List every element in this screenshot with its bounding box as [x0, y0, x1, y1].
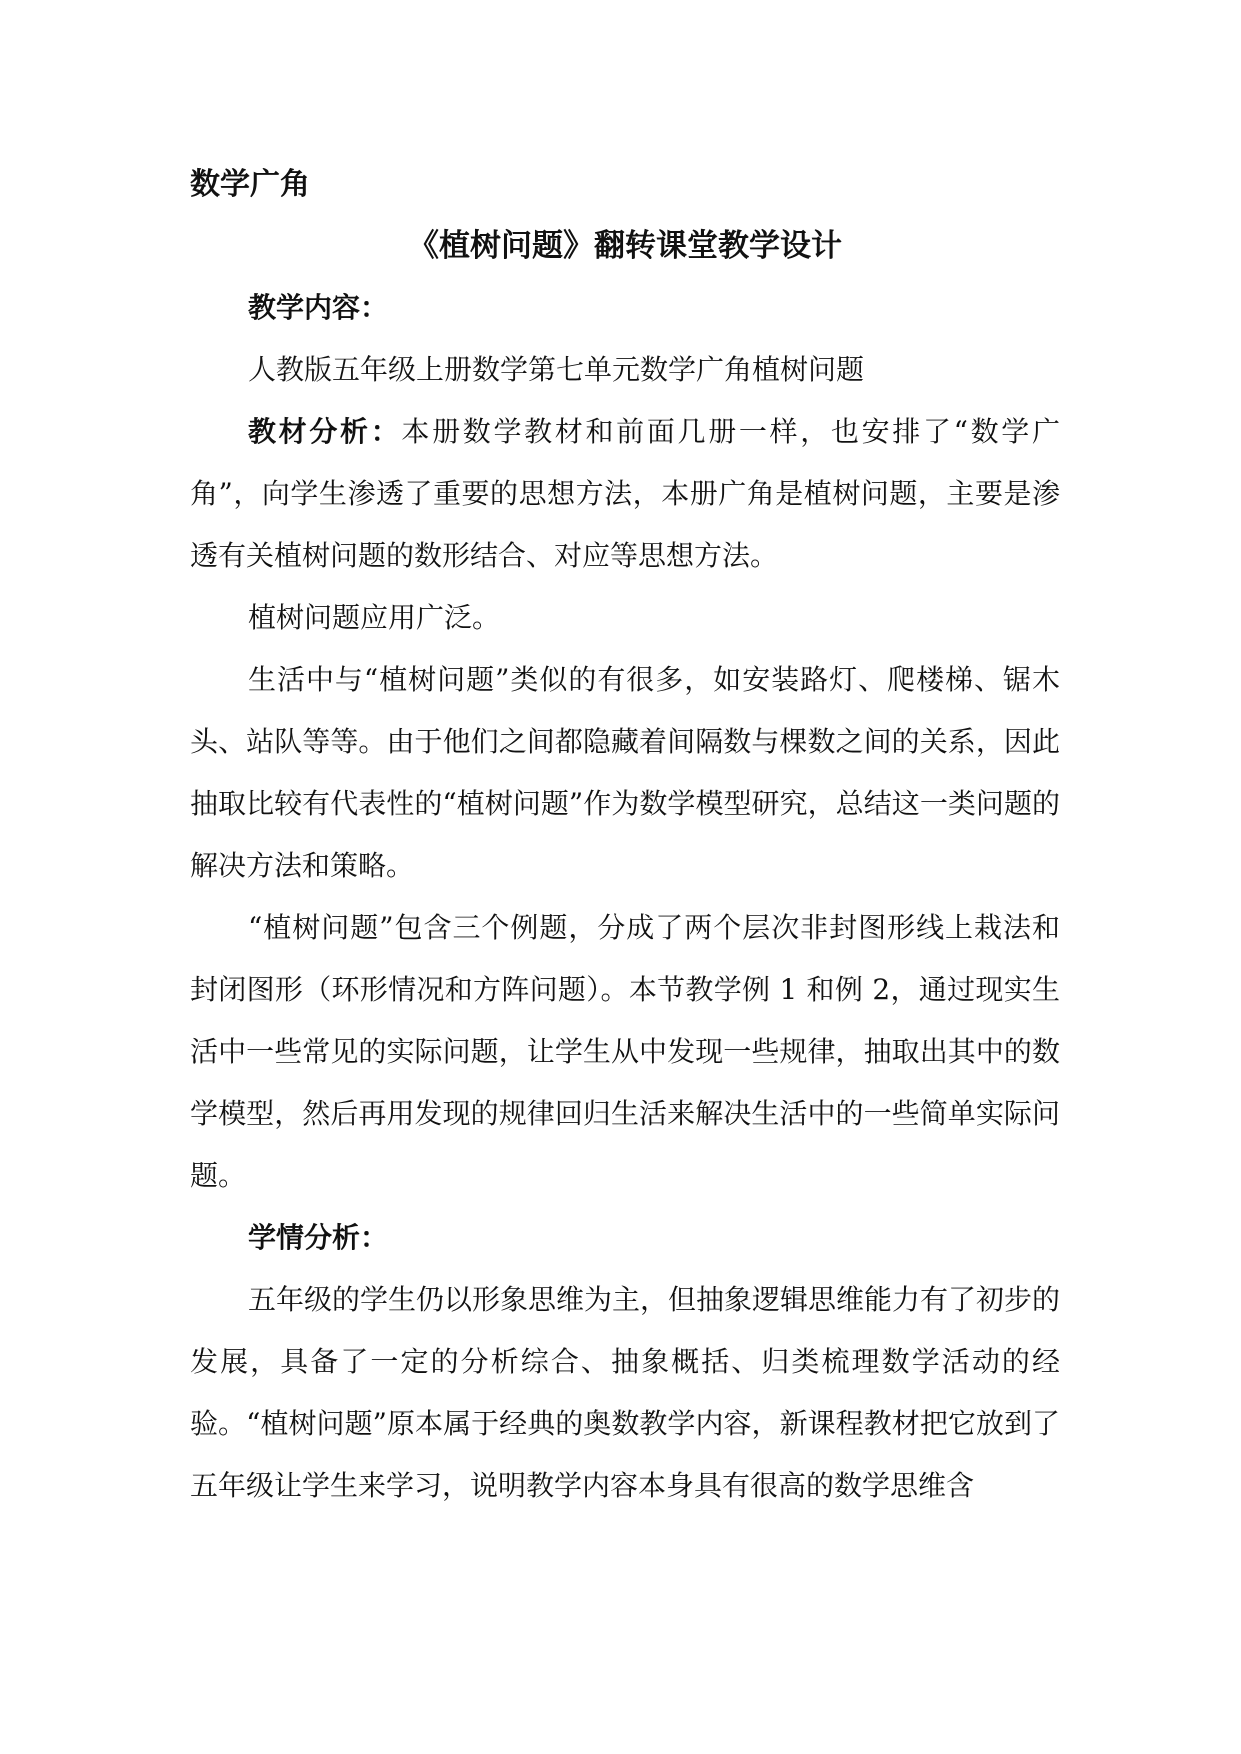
application-paragraph: 植树问题应用广泛。 [248, 601, 501, 634]
teaching-content-text: 人教版五年级上册数学第七单元数学广角植树问题 [248, 353, 865, 386]
life-examples-paragraph: 生活中与“植树问题”类似的有很多，如安装路灯、爬楼梯、锯木头、站队等等。由于他们之间都隐藏着间隔数与棵数之间的关系，因此抽取比较有代表性的“植树问题”作为数学模型研究，总结这一类问题的解决方法和策略。 [190, 663, 1060, 882]
material-analysis-text: 本册数学教材和前面几册一样，也安排了“数学广角”，向学生渗透了重要的思想方法，本册广角是植树问题，主要是渗透有关植树问题的数形结合、对应等思想方法。 [190, 415, 1060, 572]
student-analysis-text: 五年级的学生仍以形象思维为主，但抽象逻辑思维能力有了初步的发展，具备了一定的分析综合、抽象概括、归类梳理数学活动的经验。“植树问题”原本属于经典的奥数教学内容，新课程教材把它放到了五年级让学生来学习，说明教学内容本身具有很高的数学思维含 [190, 1283, 1061, 1502]
example-problems-paragraph: “植树问题”包含三个例题，分成了两个层次非封图形线上栽法和封闭图形（环形情况和方阵问题）。本节教学例 1 和例 2，通过现实生活中一些常见的实际问题，让学生从中发现一些规律，抽取出其中的数学模型，然后再用发现的规律回归生活来解决生活中的一些简单实际问题。 [190, 911, 1060, 1192]
document-body [190, 155, 1060, 1517]
document-title: 《植树问题》翻转课堂教学设计 [408, 228, 842, 264]
section-title: 数学广角 [190, 167, 310, 202]
teaching-content-heading: 教学内容： [248, 291, 389, 324]
student-analysis-heading: 学情分析： [248, 1221, 389, 1254]
material-analysis-lead: 教材分析： [248, 415, 402, 448]
material-analysis-paragraph [190, 401, 1060, 587]
